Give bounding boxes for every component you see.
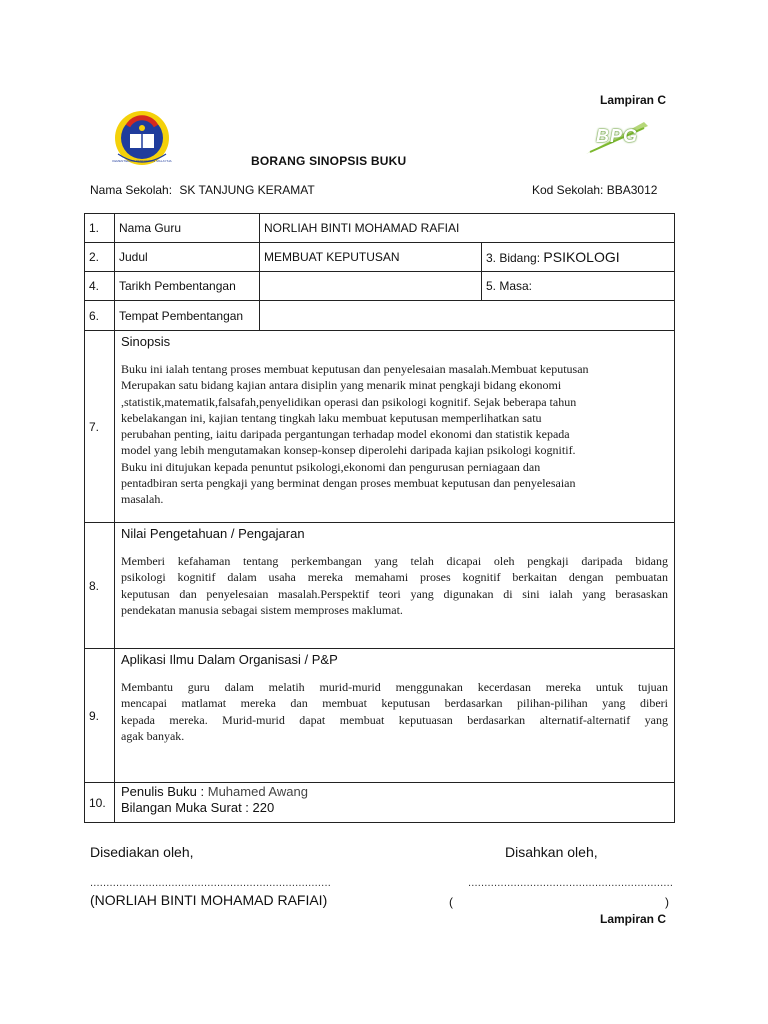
- synopsis-line: Merupakan satu bidang kajian antara disiplin yang menarik minat pengkaji bidang ekonomi: [121, 378, 562, 393]
- synopsis-line: Buku ini ditujukan kepada penuntut psikologi,ekonomi dan pengurusan perniagaan dan: [121, 459, 541, 474]
- presentation-date-value[interactable]: [260, 272, 482, 301]
- table-row: [85, 649, 675, 783]
- synopsis-cell: [115, 331, 675, 523]
- application-title: Aplikasi Ilmu Dalam Organisasi / P&P: [121, 652, 338, 667]
- table-row: [85, 331, 675, 523]
- row-number: 6.: [85, 301, 115, 331]
- time-cell[interactable]: [482, 272, 675, 301]
- school-code-label: Kod Sekolah:: [532, 183, 604, 197]
- row-number: 7.: [85, 331, 115, 523]
- table-row: [85, 214, 675, 243]
- field-cell: [482, 243, 675, 272]
- synopsis-line: model yang lebih mengutamakan konsep-konsep diperolehi daripada kajian psikologi kognitif.: [121, 443, 576, 458]
- application-line: kepada mereka. Murid-murid dapat membuat keputuasan berdasarkan alternatif-alternatif yang: [121, 712, 669, 727]
- row-number: 2.: [85, 243, 115, 272]
- author-value: Muhamed Awang: [207, 784, 308, 799]
- row-number: 9.: [85, 649, 115, 783]
- synopsis-title: Sinopsis: [121, 334, 171, 349]
- book-title-value: MEMBUAT KEPUTUSAN: [260, 243, 482, 272]
- table-row: [85, 301, 675, 331]
- application-line: mencapai matlamat mereka dan membuat keputusan berdasarkan pilihan-pilihan yang diberi: [121, 696, 669, 711]
- value-line: keputusan dan penyelesaian masalah.Perspektif teori yang digunakan di sini ialah yang berasaskan: [121, 586, 669, 601]
- value-line: psikologi kognitif dalam usaha mereka memahami proses kognitif berkaitan dengan pembuatan: [121, 570, 669, 585]
- approved-signature-line: ...............................................................: [468, 877, 674, 889]
- ministry-seal-logo: [108, 108, 176, 168]
- synopsis-line: ,statistik,matematik,falsafah,penyelidikan operasi dan psikologi kognitif. Sejak beberapa tahun: [121, 394, 577, 409]
- author-cell: [115, 783, 675, 823]
- prepared-by-label: Disediakan oleh,: [90, 844, 194, 860]
- synopsis-line: kebelakangan ini, kajian tentang tingkah laku membuat keputusan memperlihatkan satu: [121, 410, 542, 425]
- approved-close-paren: ): [665, 895, 669, 909]
- teacher-name-value: NORLIAH BINTI MOHAMAD RAFIAI: [260, 214, 675, 243]
- table-row: [85, 272, 675, 301]
- value-cell: [115, 523, 675, 649]
- form-title: BORANG SINOPSIS BUKU: [251, 154, 407, 168]
- application-text: [121, 679, 668, 744]
- synopsis-text: [121, 361, 668, 508]
- school-code-value: BBA3012: [606, 183, 658, 197]
- author-line: [121, 784, 668, 800]
- title-label: Judul: [115, 243, 260, 272]
- field-label: 3. Bidang:: [486, 251, 541, 265]
- approved-open-paren: (: [449, 895, 453, 909]
- row-number: 10.: [85, 783, 115, 823]
- bpg-logo-text: BPG: [596, 126, 639, 146]
- field-value: PSIKOLOGI: [543, 249, 620, 265]
- author-label: Penulis Buku :: [121, 784, 205, 799]
- presentation-place-label: Tempat Pembentangan: [115, 301, 260, 331]
- table-row: [85, 523, 675, 649]
- application-line: Membantu guru dalam melatih murid-murid menggunakan kecerdasan mereka untuk tujuan: [121, 680, 669, 694]
- presentation-place-value[interactable]: [260, 301, 675, 331]
- row-number: 8.: [85, 523, 115, 649]
- prepared-by-name: (NORLIAH BINTI MOHAMAD RAFIAI): [90, 892, 328, 908]
- time-label: 5. Masa:: [486, 279, 533, 293]
- lampiran-label-top: Lampiran C: [600, 93, 667, 107]
- pages-label: Bilangan Muka Surat :: [121, 800, 249, 815]
- synopsis-line: pentadbiran serta pengkaji yang berminat dengan proses membuat keputusan dan penyelesaian: [121, 476, 576, 491]
- value-line: Memberi kefahaman tentang perkembangan yang telah dicapai oleh pengkaji daripada bidang: [121, 554, 669, 568]
- application-line: agak banyak.: [121, 728, 185, 743]
- pages-value: 220: [252, 800, 275, 815]
- teacher-name-label: Nama Guru: [115, 214, 260, 243]
- presentation-date-label: Tarikh Pembentangan: [115, 272, 260, 301]
- value-line: pendekatan manusia sebagai sistem memproses maklumat.: [121, 602, 403, 617]
- table-row: [85, 783, 675, 823]
- bpg-logo: [584, 120, 650, 156]
- synopsis-form-table: [84, 213, 675, 823]
- prepared-signature-line: ..........................................................................: [90, 877, 331, 889]
- lampiran-label-bottom: Lampiran C: [600, 912, 667, 926]
- synopsis-line: masalah.: [121, 492, 164, 507]
- seal-text: KEMENTERIAN PENDIDIKAN MALAYSIA: [112, 159, 172, 163]
- table-row: [85, 243, 675, 272]
- school-name-line: [90, 183, 315, 197]
- synopsis-line: Buku ini ialah tentang proses membuat keputusan dan penyelesaian masalah.Membuat keputusan: [121, 362, 589, 376]
- pages-line: [121, 800, 668, 816]
- application-cell: [115, 649, 675, 783]
- school-name-value: SK TANJUNG KERAMAT: [179, 183, 315, 197]
- school-name-label: Nama Sekolah:: [90, 183, 173, 197]
- school-code-line: [532, 183, 657, 197]
- approved-by-label: Disahkan oleh,: [505, 844, 598, 860]
- row-number: 4.: [85, 272, 115, 301]
- value-title: Nilai Pengetahuan / Pengajaran: [121, 526, 305, 541]
- synopsis-line: perubahan penting, iaitu daripada pergantungan terhadap model ekonomi dan statistik kepada: [121, 427, 570, 442]
- row-number: 1.: [85, 214, 115, 243]
- value-text: [121, 553, 668, 618]
